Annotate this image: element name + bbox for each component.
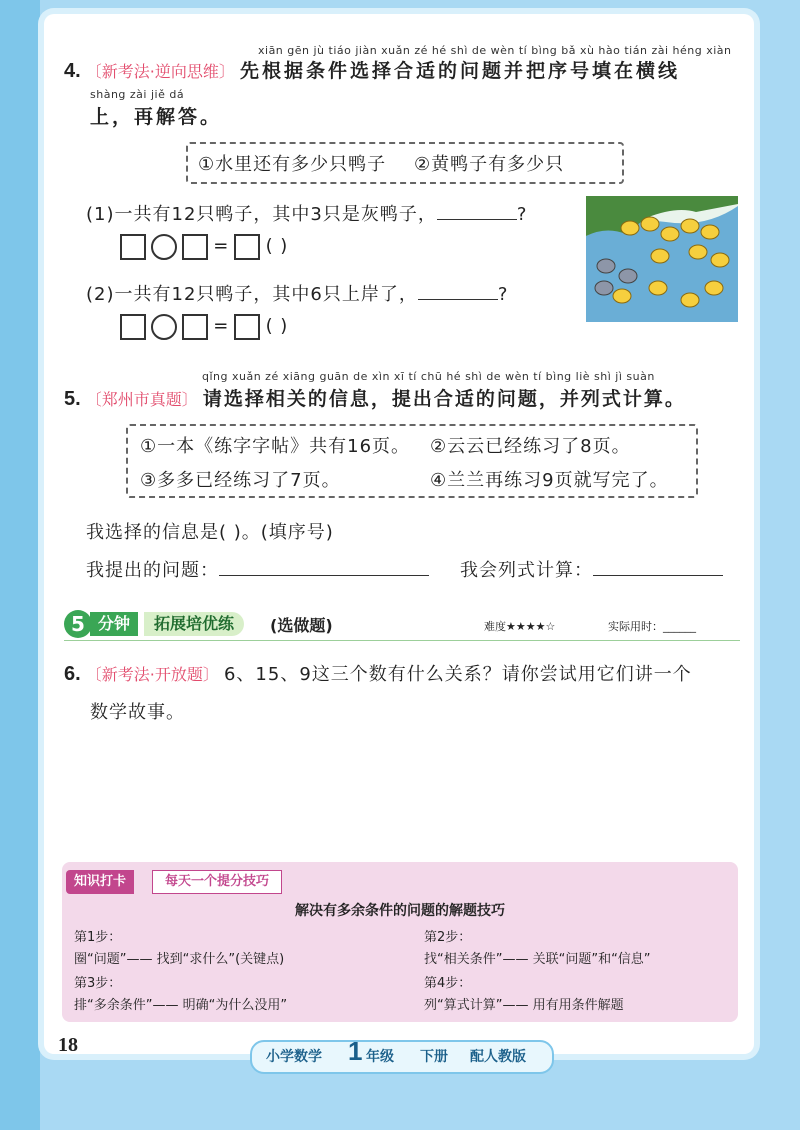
section-minutes-number: 5	[64, 610, 92, 638]
footer-edition: 配人教版	[470, 1049, 526, 1065]
q4-sub1-answer-line[interactable]	[437, 219, 517, 220]
q6-text-line1: 6、15、9这三个数有什么关系？请你尝试用它们讲一个	[223, 664, 692, 685]
q5-info-3: ③多多已经练习了7页。	[140, 470, 341, 491]
q5-info-1: ①一本《练字字帖》共有16页。	[140, 436, 411, 457]
q4-sub1-equals: =	[213, 235, 230, 257]
q5-ask	[86, 556, 429, 582]
footer-volume: 下册	[420, 1049, 448, 1065]
q5-calc-answer-line[interactable]	[593, 575, 723, 576]
q4-tag: 〔新考法·逆向思维〕	[85, 62, 235, 81]
card-step1: 第1步：	[74, 930, 122, 945]
card-step2-desc: 找“相关条件”—— 关联“问题”和“信息”	[424, 952, 651, 967]
q4-text-line1: 先根据条件选择合适的问题并把序号填在横线	[239, 60, 680, 82]
q5-info-2: ②云云已经练习了8页。	[430, 436, 631, 457]
section-minutes-label: 分钟	[90, 612, 138, 636]
q5-pinyin: qǐng xuǎn zé xiāng guān de xìn xī tí chū hé shì de wèn tí bìng liè shì jì suàn	[202, 370, 655, 383]
q4-sub2	[86, 280, 508, 306]
card-title: 解决有多余条件的问题的解题技巧	[295, 903, 505, 919]
q4-sub2-text: (2)一共有12只鸭子，其中6只上岸了，	[86, 284, 418, 305]
section-difficulty: 难度★★★★☆	[484, 620, 556, 633]
q4-text-line2: 上，再解答。	[90, 106, 223, 128]
q4-sub1-text: (1)一共有12只鸭子，其中3只是灰鸭子，	[86, 204, 437, 225]
q4-sub2-equals: =	[213, 315, 230, 337]
q5-tag: 〔郑州市真题〕	[85, 390, 198, 409]
q5-number: 5.	[64, 388, 81, 410]
section-time-used: 实际用时：______	[608, 620, 696, 633]
q5-calc	[460, 556, 723, 582]
q4-sub2-answer-line[interactable]	[418, 299, 498, 300]
card-step3-desc: 排“多余条件”—— 明确“为什么没用”	[74, 998, 288, 1013]
q4-sub1-unit-paren: ( )	[265, 235, 289, 257]
q4-sub2-equation	[120, 314, 288, 340]
card-step4: 第4步：	[424, 976, 472, 991]
q6-text-line2: 数学故事。	[90, 702, 185, 723]
q5-calc-label: 我会列式计算：	[460, 560, 593, 581]
q5-ask-label: 我提出的问题：	[86, 560, 219, 581]
q4-sub1-equation	[120, 234, 288, 260]
q4-option-1: ①水里还有多少只鸭子	[198, 154, 387, 175]
section-title: 拓展培优练	[144, 612, 244, 636]
q4-sub1-operator-circle[interactable]	[151, 234, 177, 260]
page-number: 18	[58, 1034, 78, 1056]
q4-sub1	[86, 200, 527, 226]
card-tag-1: 知识打卡	[66, 870, 134, 894]
card-step4-desc: 列“算式计算”—— 用有用条件解题	[424, 998, 624, 1013]
q4-sub2-box-b[interactable]	[182, 314, 208, 340]
q6-number: 6.	[64, 663, 81, 685]
section-divider	[64, 640, 740, 641]
q4-option-2: ②黄鸭子有多少只	[414, 154, 565, 175]
q4-sub1-box-b[interactable]	[182, 234, 208, 260]
footer-grade-number: 1	[348, 1036, 363, 1066]
q5-text: 请选择相关的信息，提出合适的问题，并列式计算。	[202, 388, 686, 410]
card-step1-desc: 圈“问题”—— 找到“求什么”(关键点)	[74, 952, 285, 967]
card-step2: 第2步：	[424, 930, 472, 945]
q6-header	[64, 660, 692, 686]
q4-sub1-box-result[interactable]	[234, 234, 260, 260]
q4-number: 4.	[64, 60, 81, 82]
q4-pinyin-line1: xiān gēn jù tiáo jiàn xuǎn zé hé shì de wèn tí bìng bǎ xù hào tián zài héng xiàn	[258, 44, 732, 57]
q4-sub2-operator-circle[interactable]	[151, 314, 177, 340]
q4-sub1-qmark: ?	[516, 204, 528, 225]
footer-grade: 年级	[366, 1049, 394, 1065]
q5-info-4: ④兰兰再练习9页就写完了。	[430, 470, 669, 491]
card-tag-2: 每天一个提分技巧	[152, 870, 282, 894]
section-bar	[64, 610, 740, 638]
q4-pinyin-line2: shàng zài jiě dá	[90, 88, 185, 101]
q4-sub2-box-a[interactable]	[120, 314, 146, 340]
q4-header	[64, 56, 680, 83]
footer-subject: 小学数学	[266, 1049, 322, 1065]
section-optional: (选做题)	[270, 616, 333, 635]
card-step3: 第3步：	[74, 976, 122, 991]
q5-ask-answer-line[interactable]	[219, 575, 429, 576]
ducks-pond-illustration	[586, 196, 738, 322]
q6-tag: 〔新考法·开放题〕	[85, 665, 219, 684]
left-strip	[0, 0, 40, 1130]
q4-sub2-box-result[interactable]	[234, 314, 260, 340]
q4-sub2-qmark: ?	[497, 284, 509, 305]
q5-choose-line: 我选择的信息是( )。(填序号)	[86, 522, 334, 543]
q5-header	[64, 384, 686, 411]
q4-sub2-unit-paren: ( )	[265, 315, 289, 337]
q4-sub1-box-a[interactable]	[120, 234, 146, 260]
